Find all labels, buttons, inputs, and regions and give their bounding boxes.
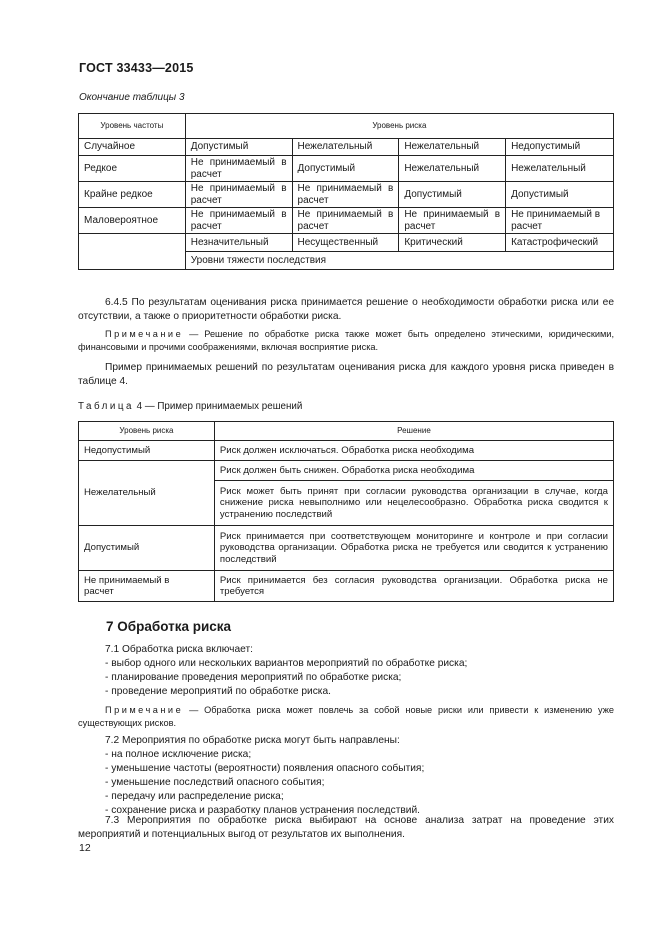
decision-cell: Риск может быть принят при согласии руководства организации в случае, когда снижение риска невыполнимо или нецелесообразно. Обработка риска сводится к устранению последствий — [214, 481, 613, 526]
list-item: - уменьшение последствий опасного события; — [105, 777, 325, 788]
risk-level-cell: Нежелательный — [79, 461, 215, 526]
table4-title-label: Таблица — [78, 401, 134, 412]
risk-level-cell: Недопустимый — [79, 441, 215, 461]
risk-cell: Не принимаемый в расчет — [185, 208, 292, 234]
empty-cell — [79, 234, 186, 270]
risk-cell: Допустимый — [185, 139, 292, 156]
note-label: Примечание — [105, 705, 184, 715]
decisions-table — [78, 421, 614, 602]
list-item: - на полное исключение риска; — [105, 749, 252, 760]
col-header-frequency: Уровень частоты — [79, 114, 186, 139]
severity-cell: Незначительный — [185, 234, 292, 252]
table-row — [79, 441, 614, 461]
severity-cell: Катастрофический — [506, 234, 614, 252]
paragraph-6-4-5: 6.4.5 По результатам оценивания риска принимается решение о необходимости обработки риска или ее отсутствии, а также о приоритетности обработки риска. — [78, 297, 614, 322]
frequency-cell: Крайне редкое — [79, 182, 186, 208]
page-number: 12 — [79, 842, 91, 854]
risk-cell: Не принимаемый в расчет — [506, 208, 614, 234]
risk-cell: Не принимаемый в расчет — [185, 182, 292, 208]
risk-cell: Не принимаемый в расчет — [185, 156, 292, 182]
risk-cell: Нежелательный — [399, 156, 506, 182]
table-row — [79, 182, 614, 208]
note-dash: — — [189, 705, 199, 715]
severity-cell: Критический — [399, 234, 506, 252]
risk-cell: Не принимаемый в расчет — [292, 182, 399, 208]
frequency-cell: Случайное — [79, 139, 186, 156]
list-item: - выбор одного или нескольких вариантов мероприятий по обработке риска; — [105, 658, 468, 669]
paragraph-7-3: 7.3 Мероприятия по обработке риска выбирают на основе анализа затрат на проведение этих мероприятий и потенциальных выгод от результатов их выполнения. — [78, 815, 614, 840]
risk-cell: Не принимаемый в расчет — [292, 208, 399, 234]
note-dash: — — [189, 329, 199, 339]
table4-title — [78, 401, 302, 412]
note-1 — [78, 328, 614, 354]
risk-cell: Нежелательный — [292, 139, 399, 156]
paragraph-7-1: 7.1 Обработка риска включает: — [105, 644, 253, 655]
risk-cell: Допустимый — [399, 182, 506, 208]
table-row — [79, 234, 614, 252]
section-7-1 — [78, 643, 614, 699]
severity-label-cell: Уровни тяжести последствия — [185, 252, 613, 270]
list-item: - уменьшение частоты (вероятности) появления опасного события; — [105, 763, 425, 774]
table4-title-text: 4 — Пример принимаемых решений — [136, 401, 303, 412]
list-item: - планирование проведения мероприятий по обработке риска; — [105, 672, 402, 683]
table-continuation-caption: Окончание таблицы 3 — [79, 92, 185, 103]
list-item: - передачу или распределение риска; — [105, 791, 284, 802]
risk-cell: Нежелательный — [399, 139, 506, 156]
section-7-2 — [78, 734, 614, 818]
section-7-heading: 7 Обработка риска — [106, 619, 232, 634]
col-header-decision: Решение — [214, 422, 613, 441]
decision-cell: Риск должен быть снижен. Обработка риска необходима — [214, 461, 613, 481]
risk-cell: Допустимый — [506, 182, 614, 208]
decision-cell: Риск принимается при соответствующем мониторинге и контроле и при согласии руководства организации. Обработка риска не требуется или сводится к устранению последствий — [214, 526, 613, 571]
note-text: Обработка риска может повлечь за собой новые риски или привести к изменению уже существующих рисков. — [78, 705, 614, 728]
risk-level-cell: Не принимаемый в расчет — [79, 571, 215, 602]
table-row — [79, 156, 614, 182]
paragraph-example: Пример принимаемых решений по результатам оценивания риска для каждого уровня риска приведен в таблице 4. — [78, 362, 614, 387]
list-item: - проведение мероприятий по обработке риска. — [105, 686, 331, 697]
col-header-risk-level: Уровень риска — [79, 422, 215, 441]
list-item: - сохранение риска и разработку планов устранения последствий. — [105, 805, 420, 816]
risk-matrix-table — [78, 113, 614, 270]
table-row — [79, 139, 614, 156]
decision-cell: Риск должен исключаться. Обработка риска необходима — [214, 441, 613, 461]
decision-cell: Риск принимается без согласия руководства организации. Обработка риска не требуется — [214, 571, 613, 602]
note-text: Решение по обработке риска также может быть определено этическими, юридическими, финансовыми и прочими соображениями, включая восприятие риска. — [78, 329, 614, 352]
note-label: Примечание — [105, 329, 184, 339]
col-header-risk-level: Уровень риска — [185, 114, 613, 139]
risk-cell: Не принимаемый в расчет — [399, 208, 506, 234]
table-row — [79, 461, 614, 481]
table-row — [79, 208, 614, 234]
risk-cell: Недопустимый — [506, 139, 614, 156]
risk-level-cell: Допустимый — [79, 526, 215, 571]
standard-number: ГОСТ 33433—2015 — [79, 61, 194, 75]
frequency-cell: Редкое — [79, 156, 186, 182]
table-row — [79, 571, 614, 602]
note-2 — [78, 704, 614, 730]
paragraph-7-2: 7.2 Мероприятия по обработке риска могут быть направлены: — [105, 735, 400, 746]
severity-cell: Несущественный — [292, 234, 399, 252]
frequency-cell: Маловероятное — [79, 208, 186, 234]
risk-cell: Допустимый — [292, 156, 399, 182]
table-row — [79, 526, 614, 571]
risk-cell: Нежелательный — [506, 156, 614, 182]
